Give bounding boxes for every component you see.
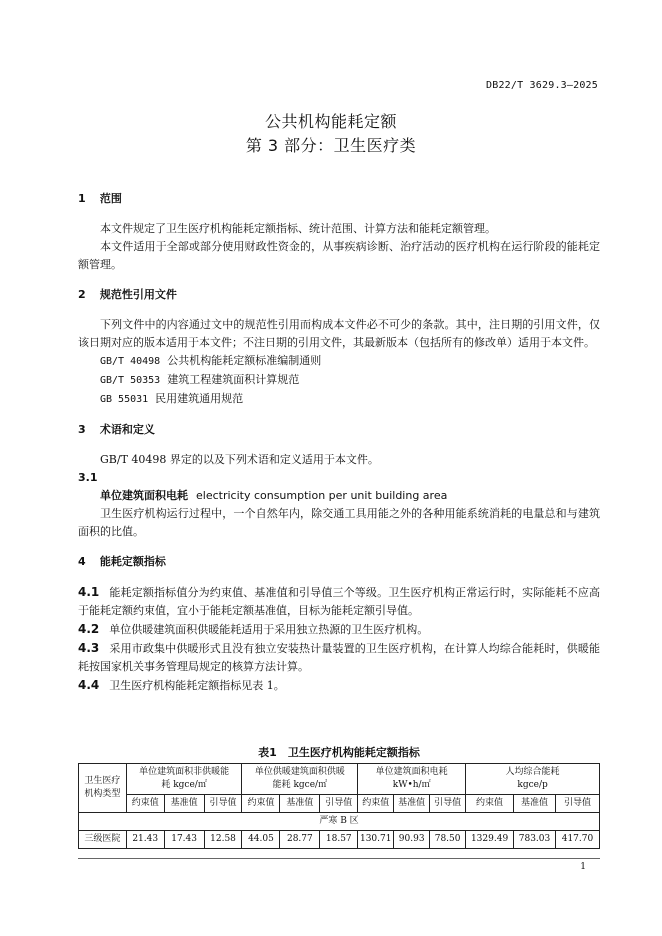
term-en: electricity consumption per unit building area xyxy=(196,489,448,502)
sub-header-guide: 引导值 xyxy=(430,795,466,813)
section-number: 4 xyxy=(78,555,86,568)
energy-quota-table xyxy=(78,763,600,849)
table-cell: 17.43 xyxy=(164,831,204,849)
reference-item xyxy=(78,390,600,409)
section-heading-terms xyxy=(78,421,600,439)
section-heading-references xyxy=(78,286,600,304)
table-cell: 417.70 xyxy=(555,831,599,849)
clause xyxy=(78,620,600,639)
section-title: 范围 xyxy=(99,192,122,205)
clause-number: 4.4 xyxy=(78,678,100,692)
table-row xyxy=(79,831,600,849)
clause-text: 单位供暖建筑面积供暖能耗适用于采用独立热源的卫生医疗机构。 xyxy=(109,623,429,636)
sub-header-guide: 引导值 xyxy=(555,795,599,813)
group-header: 单位建筑面积电耗 kW•h/㎡ xyxy=(358,764,466,795)
section-title: 规范性引用文件 xyxy=(99,288,177,301)
group-header: 单位供暖建筑面积供暖 能耗 kgce/㎡ xyxy=(242,764,358,795)
table-cell: 90.93 xyxy=(394,831,430,849)
reference-item xyxy=(78,371,600,390)
sub-header-baseline: 基准值 xyxy=(164,795,204,813)
paragraph: GB/T 40498 界定的以及下列术语和定义适用于本文件。 xyxy=(100,453,379,466)
sub-header-baseline: 基准值 xyxy=(394,795,430,813)
institution-type: 三级医院 xyxy=(79,831,127,849)
table-cell: 44.05 xyxy=(242,831,280,849)
clause xyxy=(78,583,600,620)
sub-header-constraint: 约束值 xyxy=(126,795,164,813)
sub-header-constraint: 约束值 xyxy=(242,795,280,813)
document-body xyxy=(78,190,600,695)
standard-code: DB22/T 3629.3—2025 xyxy=(486,80,598,91)
document-title xyxy=(0,110,662,158)
section-title: 术语和定义 xyxy=(99,423,155,436)
sub-header-baseline: 基准值 xyxy=(280,795,320,813)
clause xyxy=(78,639,600,676)
table-cell: 21.43 xyxy=(126,831,164,849)
reference-code: GB 55031 xyxy=(100,394,149,405)
zone-row xyxy=(79,813,600,831)
type-header: 卫生医疗机构类型 xyxy=(79,764,127,813)
term-title xyxy=(78,487,600,505)
section-number: 2 xyxy=(78,288,86,301)
sub-header-guide: 引导值 xyxy=(320,795,358,813)
reference-name: 建筑工程建筑面积计算规范 xyxy=(167,373,300,386)
reference-code: GB/T 40498 xyxy=(100,356,161,367)
sub-header-guide: 引导值 xyxy=(204,795,242,813)
clause-number: 4.2 xyxy=(78,622,100,636)
reference-item xyxy=(78,352,600,371)
table-cell: 12.58 xyxy=(204,831,242,849)
clause-number: 4.1 xyxy=(78,585,100,599)
reference-name: 民用建筑通用规范 xyxy=(155,392,244,405)
term-definition: 卫生医疗机构运行过程中，一个自然年内，除交通工具用能之外的各种用能系统消耗的电量总和与建筑面积的比值。 xyxy=(78,507,600,538)
table-cell: 1329.49 xyxy=(466,831,514,849)
clause xyxy=(78,676,600,695)
sub-header-constraint: 约束值 xyxy=(358,795,394,813)
section-number: 1 xyxy=(78,192,86,205)
table-cell: 783.03 xyxy=(514,831,556,849)
table-cell: 28.77 xyxy=(280,831,320,849)
reference-code: GB/T 50353 xyxy=(100,375,161,386)
section-number: 3 xyxy=(78,423,86,436)
term-cn: 单位建筑面积电耗 xyxy=(100,489,188,502)
table-header-row xyxy=(79,764,600,795)
sub-header-constraint: 约束值 xyxy=(466,795,514,813)
table-cell: 130.71 xyxy=(358,831,394,849)
table-caption: 表1 卫生医疗机构能耗定额指标 xyxy=(258,746,420,759)
clause-text: 采用市政集中供暖形式且没有独立安装热计量装置的卫生医疗机构，在计算人均综合能耗时，供暖能耗按国家机关事务管理局规定的核算方法计算。 xyxy=(78,642,600,673)
reference-name: 公共机构能耗定额标准编制通则 xyxy=(167,354,322,367)
term-number: 3.1 xyxy=(78,471,98,484)
climate-zone-label: 严寒 B 区 xyxy=(79,813,600,831)
paragraph: 本文件规定了卫生医疗机构能耗定额指标、统计范围、计算方法和能耗定额管理。 xyxy=(100,222,496,235)
section-title: 能耗定额指标 xyxy=(99,555,166,568)
clause-number: 4.3 xyxy=(78,641,100,655)
clause-text: 能耗定额指标值分为约束值、基准值和引导值三个等级。卫生医疗机构正常运行时，实际能耗不应高于能耗定额约束值，宜小于能耗定额基准值，目标为能耗定额引导值。 xyxy=(78,586,600,617)
title-line-1: 公共机构能耗定额 xyxy=(264,112,397,131)
group-header: 人均综合能耗 kgce/p xyxy=(466,764,600,795)
section-heading-scope xyxy=(78,190,600,208)
table-cell: 78.50 xyxy=(430,831,466,849)
table-cell: 18.57 xyxy=(320,831,358,849)
paragraph: 下列文件中的内容通过文中的规范性引用而构成本文件必不可少的条款。其中，注日期的引用文件，仅该日期对应的版本适用于本文件；不注日期的引用文件，其最新版本（包括所有的修改单）适用于本文件。 xyxy=(78,318,600,349)
page-bottom-rule xyxy=(78,858,600,859)
clause-text: 卫生医疗机构能耗定额指标见表 1。 xyxy=(109,679,285,692)
title-line-2: 第 3 部分：卫生医疗类 xyxy=(245,136,417,155)
section-heading-indicators xyxy=(78,553,600,571)
page-number: 1 xyxy=(580,862,586,872)
table-subheader-row xyxy=(79,795,600,813)
group-header: 单位建筑面积非供暖能 耗 kgce/㎡ xyxy=(126,764,242,795)
paragraph: 本文件适用于全部或部分使用财政性资金的，从事疾病诊断、治疗活动的医疗机构在运行阶段的能耗定额管理。 xyxy=(78,240,600,271)
sub-header-baseline: 基准值 xyxy=(514,795,556,813)
